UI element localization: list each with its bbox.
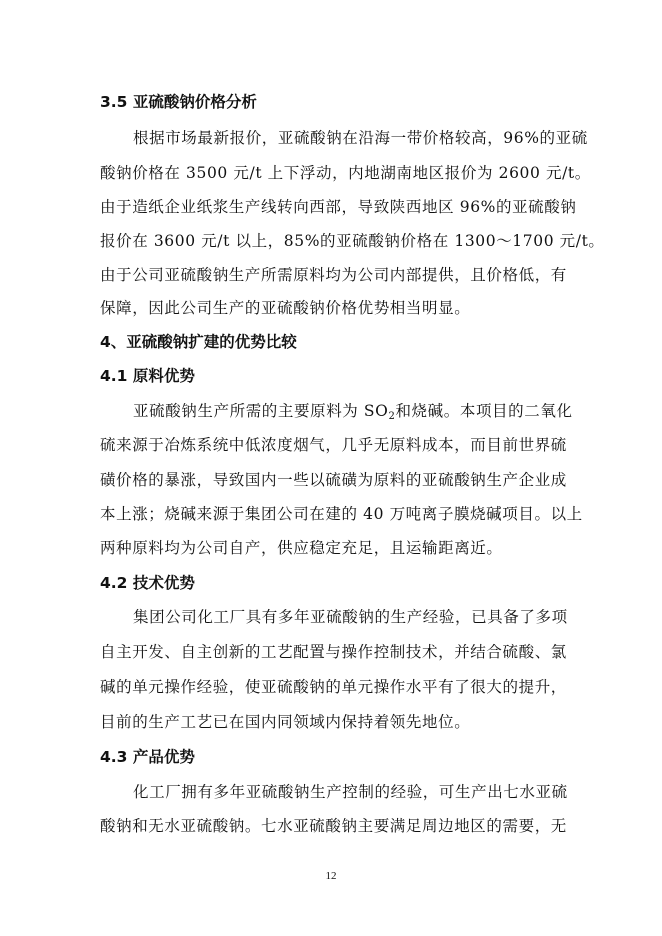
text-run: 亚硫酸钠生产所需的主要原料为 SO xyxy=(133,402,389,420)
section-4-2-heading: 4.2 技术优势 xyxy=(100,574,195,592)
section-4-heading: 4、亚硫酸钠扩建的优势比较 xyxy=(100,333,297,351)
paragraph-line xyxy=(133,399,593,422)
section-4-3-heading: 4.3 产品优势 xyxy=(100,748,195,766)
paragraph-line: 本上涨；烧碱来源于集团公司在建的 40 万吨离子膜烧碱项目。以上 xyxy=(100,505,583,523)
page-number: 12 xyxy=(325,870,337,882)
subscript: 2 xyxy=(388,411,396,422)
paragraph-line: 碱的单元操作经验，使亚硫酸钠的单元操作水平有了很大的提升， xyxy=(100,678,567,696)
paragraph-line: 硫来源于冶炼系统中低浓度烟气，几乎无原料成本，而目前世界硫 xyxy=(100,436,567,454)
paragraph-line: 由于公司亚硫酸钠生产所需原料均为公司内部提供，且价格低，有 xyxy=(100,266,567,284)
paragraph-line: 两种原料均为公司自产，供应稳定充足，且运输距离近。 xyxy=(100,539,503,557)
section-4-1-heading: 4.1 原料优势 xyxy=(100,367,195,385)
section-3-5-heading: 3.5 亚硫酸钠价格分析 xyxy=(100,93,257,111)
paragraph-line: 报价在 3600 元/t 以上，85%的亚硫酸钠价格在 1300～1700 元/t。 xyxy=(100,232,605,250)
paragraph-line: 自主开发、自主创新的工艺配置与操作控制技术，并结合硫酸、氯 xyxy=(100,643,567,661)
paragraph-line: 酸钠和无水亚硫酸钠。七水亚硫酸钠主要满足周边地区的需要，无 xyxy=(100,817,567,835)
paragraph-line: 集团公司化工厂具有多年亚硫酸钠的生产经验，已具备了多项 xyxy=(133,608,568,626)
paragraph-line: 化工厂拥有多年亚硫酸钠生产控制的经验，可生产出七水亚硫 xyxy=(133,783,568,801)
paragraph-line: 由于造纸企业纸浆生产线转向西部，导致陕西地区 96%的亚硫酸钠 xyxy=(100,198,577,216)
paragraph-line: 保障，因此公司生产的亚硫酸钠价格优势相当明显。 xyxy=(100,299,471,317)
text-run: 和烧碱。本项目的二氧化 xyxy=(395,402,573,420)
paragraph-line: 磺价格的暴涨，导致国内一些以硫磺为原料的亚硫酸钠生产企业成 xyxy=(100,471,567,489)
paragraph-line: 酸钠价格在 3500 元/t 上下浮动，内地湖南地区报价为 2600 元/t。 xyxy=(100,164,591,182)
paragraph-line: 根据市场最新报价，亚硫酸钠在沿海一带价格较高，96%的亚硫 xyxy=(133,129,588,147)
paragraph-line: 目前的生产工艺已在国内同领域内保持着领先地位。 xyxy=(100,713,471,731)
